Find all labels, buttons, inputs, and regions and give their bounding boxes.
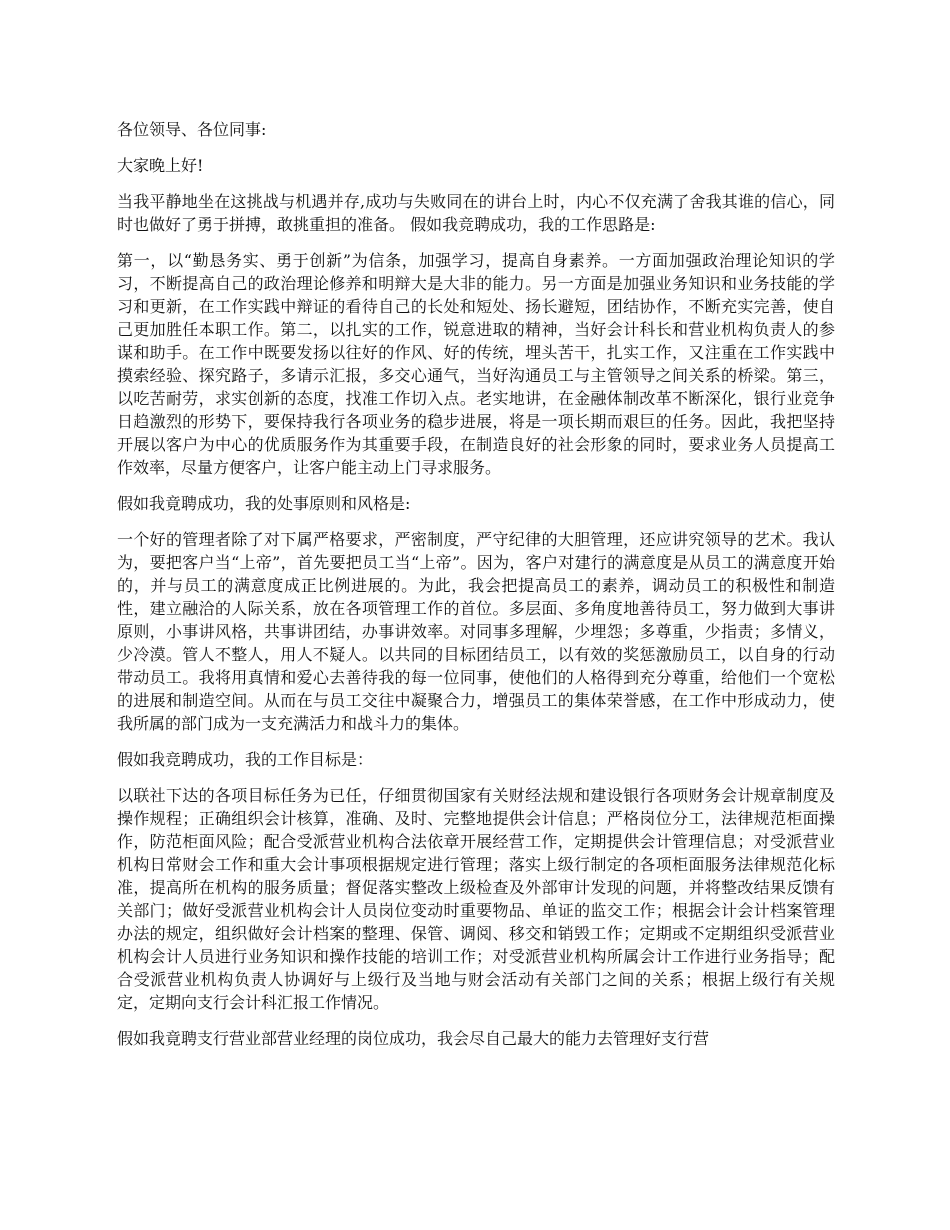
paragraph-goals-heading: 假如我竞聘成功，我的工作目标是： xyxy=(117,750,374,769)
salutation: 各位领导、各位同事: xyxy=(117,120,267,139)
greeting: 大家晚上好! xyxy=(117,156,204,175)
paragraph-principles-heading: 假如我竟聘成功，我的处事原则和风格是: xyxy=(117,494,411,513)
paragraph-principles: 一个好的管理者除了对下属严格要求，严密制度，严守纪律的大胆管理，还应讲究领导的艺术。我认为，要把客户当“上帝”，首先要把员工当“上帝”。因为，客户对建行的满意度是从员工的满意度开始的，并与员工的满意度成正比例进展的。为此，我会把提高员工的素养，调动员工的积极性和制造性，建立融洽的人际关系，放在各项管理工作的首位。多层面、多角度地善待员工，努力做到大事讲原则，小事讲风格，共事讲团结，办事讲效率。对同事多理解，少埋怨；多尊重，少指责；多情义，少冷漠。管人不整人，用人不疑人。以共同的目标团结员工，以有效的奖惩激励员工，以自身的行动带动员工。我将用真情和爱心去善待我的每一位同事，使他们的人格得到充分尊重，给他们一个宽松的进展和制造空间。从而在与员工交往中凝聚合力，增强员工的集体荣誉感，在工作中形成动力，使我所属的部门成为一支充满活力和战斗力的集体。 xyxy=(117,530,835,733)
paragraph-goals: 以联社下达的各项目标任务为已任，仔细贯彻国家有关财经法规和建设银行各项财务会计规章制度及操作规程；正确组织会计核算，准确、及时、完整地提供会计信息；严格岗位分工，法律规范柜面操作，防范柜面风险；配合受派营业机构合法依章开展经营工作，定期提供会计管理信息；对受派营业机构日常财会工作和重大会计事项根据规定进行管理；落实上级行制定的各项柜面服务法律规范化标准，提高所在机构的服务质量；督促落实整改上级检查及外部审计发现的问题，并将整改结果反馈有关部门；做好受派营业机构会计人员岗位变动时重要物品、单证的监交工作；根据会计会计档案管理办法的规定，组织做好会计档案的整理、保管、调阅、移交和销毁工作；定期或不定期组织受派营业机构会计人员进行业务知识和操作技能的培训工作；对受派营业机构所属会计工作进行业务指导；配合受派营业机构负责人协调好与上级行及当地与财会活动有关部门之间的关系；根据上级行有关规定，定期向支行会计科汇报工作情况。 xyxy=(117,786,835,1012)
document-body xyxy=(117,118,835,1063)
paragraph-closing: 假如我竟聘支行营业部营业经理的岗位成功，我会尽自己最大的能力去管理好支行营 xyxy=(117,1029,710,1048)
paragraph-work-ideas: 第一，以“勤恳务实、勇于创新”为信条，加强学习，提高自身素养。一方面加强政治理论知识的学习，不断提高自己的政治理论修养和明辩大是大非的能力。另一方面是加强业务知识和业务技能的学习和更新，在工作实践中辩证的看待自己的长处和短处、扬长避短，团结协作，不断充实完善，使自己更加胜任本职工作。第二，以扎实的工作，锐意进取的精神，当好会计科长和营业机构负责人的参谋和助手。在工作中既要发扬以往好的作风、好的传统，埋头苦干，扎实工作，又注重在工作实践中摸索经验、探究路子，多请示汇报，多交心通气，当好沟通员工与主管领导之间关系的桥梁。第三，以吃苦耐劳，求实创新的态度，找准工作切入点。老实地讲，在金融体制改革不断深化，银行业竞争日趋激烈的形势下，要保持我行各项业务的稳步进展，将是一项长期而艰巨的任务。因此，我把坚持开展以客户为中心的优质服务作为其重要手段，在制造良好的社会形象的同时，要求业务人员提高工作效率，尽量方便客户，让客户能主动上门寻求服务。 xyxy=(117,251,835,477)
paragraph-intro: 当我平静地坐在这挑战与机遇并存,成功与失败同在的讲台上时，内心不仅充满了舍我其谁的信心，同时也做好了勇于拼搏，敢挑重担的准备。 假如我竞聘成功，我的工作思路是: xyxy=(117,192,835,234)
